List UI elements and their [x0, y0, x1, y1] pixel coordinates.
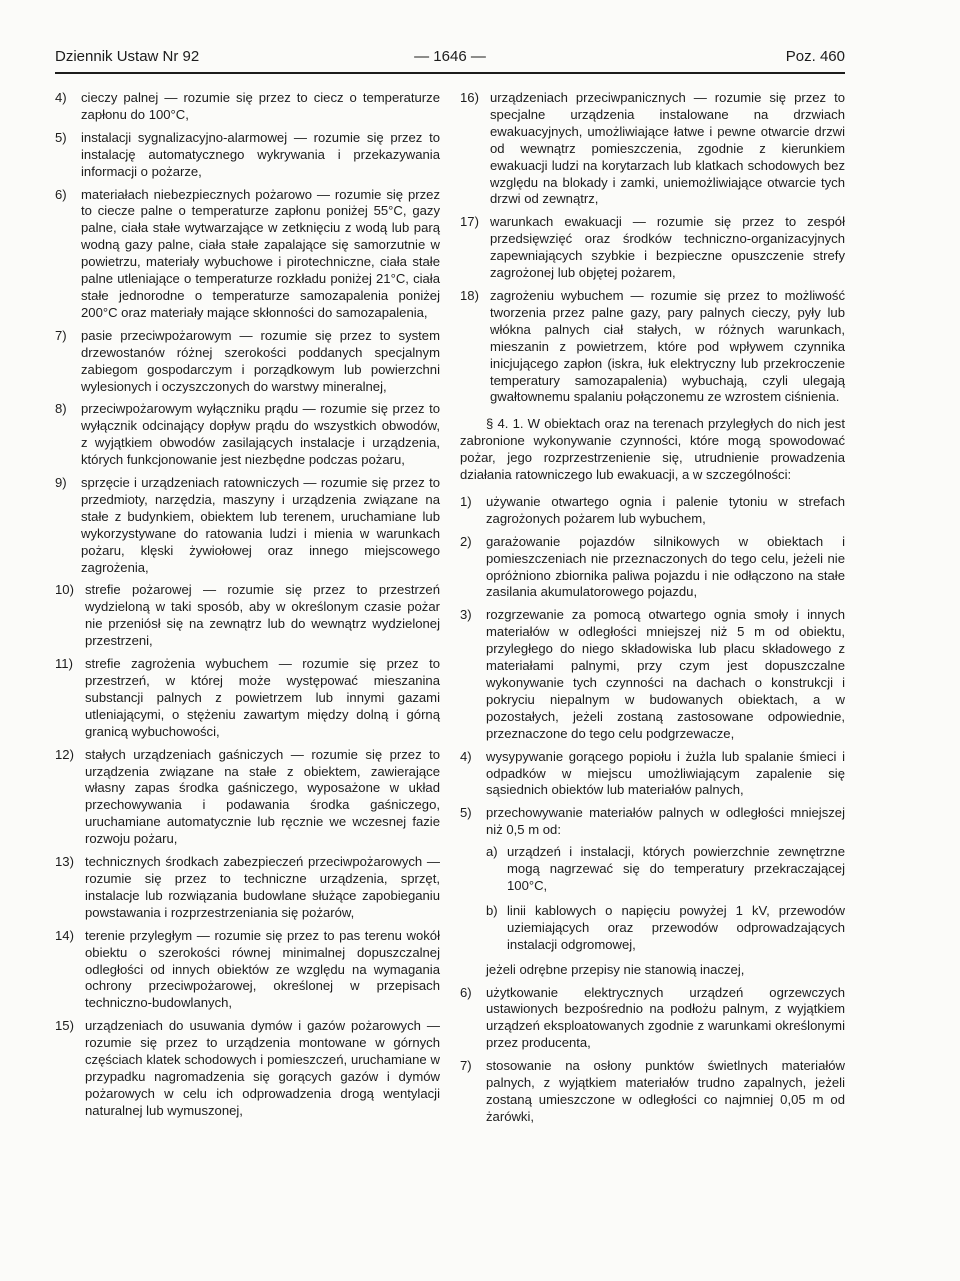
definition-item-17: [460, 214, 845, 282]
item-number: 5): [460, 805, 472, 821]
right-column: [460, 90, 845, 1132]
position-number: Poz. 460: [785, 48, 845, 65]
item-number: 6): [55, 186, 67, 202]
item-text: zagrożeniu wybuchem — rozumie się przez to możliwość tworzenia przez palne gazy, pary palnych cieczy, pyły lub włókna palnych ciał stałych, w różnych warunkach, mieszanin z powietrzem, które pod wpływem czynnika inicjującego zapłon (iskra, łuk elektryczny lub przekroczenie temperatury samozapalenia) wybuchają, czyli ulegają gwałtownemu spalaniu połączonemu ze wzrostem ciśnienia.: [490, 287, 845, 405]
item-text: instalacji sygnalizacyjno-alarmowej — rozumie się przez to instalację automatycznego wykrywania i przekazywania informacji o pożarze,: [81, 129, 440, 179]
page-number: — 1646 —: [414, 48, 486, 65]
item-text: garażowanie pojazdów silnikowych w obiektach i pomieszczeniach nie przeznaczonych do tego celu, jeżeli nie opróżniono zbiornika paliwa pojazdu i nie odłączono na stałe zasilania akumulatorowego pojazdu,: [486, 533, 845, 600]
item-text: urządzeniach do usuwania dymów i gazów pożarowych — rozumie się przez to urządzenia montowane w górnych częściach klatek schodowych i pomieszczeń, uruchamiane w przypadku nagromadzenia się gorących gazów i dymów pożarowych w celu ich odprowadzenia drogą wentylacji naturalnej lub wymuszonej,: [85, 1018, 440, 1118]
item-text: cieczy palnej — rozumie się przez to ciecz o temperaturze zapłonu do 100°C,: [81, 90, 440, 122]
item-text: sprzęcie i urządzeniach ratowniczych — rozumie się przez to przedmioty, narzędzia, maszyny i urządzenia związane na stałe z budynkiem, obiektem lub terenem, uruchamiane lub wykorzystywane do ratowania ludzi i mienia w warunkach pożaru, klęski żywiołowej oraz innego miejscowego zagrożenia,: [81, 475, 440, 575]
item-number: 17): [460, 214, 479, 230]
item-text: przeciwpożarowym wyłączniku prądu — rozumie się przez to wyłącznik odcinający dopływ prądu do wszystkich obwodów, z wyjątkiem obwodów zasilających instalacje i urządzenia, których funkcjonowanie jest niezbędne podczas pożaru,: [81, 401, 440, 468]
item-number: 10): [55, 582, 74, 598]
item-number: 8): [55, 401, 67, 417]
journal-title: Dziennik Ustaw Nr 92: [55, 48, 200, 65]
section-4-intro: § 4. 1. W obiektach oraz na terenach przyległych do nich jest zabronione wykonywanie czynności, które mogą spowodować pożar, jego rozprzestrzenienie się, utrudnienie prowadzenia działania ratowniczego lub ewakuacji, a w szczególności:: [460, 416, 845, 483]
item-number: 7): [460, 1058, 472, 1074]
definition-item-9: [55, 475, 440, 576]
item-number: 13): [55, 854, 74, 870]
item-number: 11): [55, 656, 73, 672]
item-text: urządzeniach przeciwpanicznych — rozumie się przez to specjalne urządzenia instalowane na drzwiach ewakuacyjnych, umożliwiające łatwe i pewne otwarcie drzwi od wewnątrz pomieszczenia, zgodnie z kierunkiem ewakuacji ludzi na korytarzach lub klatkach schodowych bez względu na blokady i zamki, uniemożliwiające otwarcie tych drzwi od zewnątrz,: [490, 90, 845, 207]
item-text: strefie pożarowej — rozumie się przez to przestrzeń wydzieloną w taki sposób, aby w określonym czasie pożar nie przeniósł się na zewnątrz lub do wewnątrz wydzielonej przestrzeni,: [85, 582, 440, 649]
item-number: 7): [55, 327, 67, 343]
definition-item-10: [55, 582, 440, 650]
item-number: 4): [460, 748, 472, 764]
item-text: strefie zagrożenia wybuchem — rozumie się przez to przestrzeń, w której może występować mieszanina substancji palnych z powietrzem lub innymi gazami utleniającymi, o stężeniu zawartym między dolną i górną granicą wybuchowości,: [85, 656, 440, 739]
sub-item-letter: a): [486, 844, 498, 860]
item-text: używanie otwartego ognia i palenie tytoniu w strefach zagrożonych pożarem lub wybuchem,: [486, 493, 845, 526]
item-number: 2): [460, 533, 472, 549]
item-text: stałych urządzeniach gaśniczych — rozumie się przez to urządzenia związane na stałe z obiektem, zawierające własny zapas środka gaśniczego, wyposażone w układ przechowywania i podawania środka gaśniczego, uruchamiane automatycznie lub ręcznie we wczesnej fazie rozwoju pożaru,: [85, 746, 440, 847]
item-text: warunkach ewakuacji — rozumie się przez to zespół przedsięwzięć oraz środków techniczno-organizacyjnych zapewniających szybkie i bezpieczne opuszczenie strefy zagrożonej lub objętej pożarem,: [490, 214, 845, 281]
sub-item-list: [486, 844, 845, 953]
item-text: materiałach niebezpiecznych pożarowo — rozumie się przez to ciecze palne o temperaturze zapłonu poniżej 55°C, gazy palne, ciała stałe wytwarzające w zetknięciu z wodą lub parą wodną gazy palne, ciała stałe zapalające się samorzutnie w powietrzu, materiały wybuchowe i pirotechniczne, ciała stałe palne utleniające o temperaturze rozkładu poniżej 21°C, ciała stałe jednorodne o temperaturze samozapalenia poniżej 200°C oraz materiały mające skłonności do samozapalenia,: [81, 186, 440, 320]
item-number: 3): [460, 607, 472, 623]
sub-item-letter: b): [486, 902, 498, 918]
item-number: 5): [55, 129, 67, 145]
page-header: [55, 48, 845, 72]
item-text: przechowywanie materiałów palnych w odległości mniejszej niż 0,5 m od:: [486, 805, 845, 838]
definition-item-7: [55, 328, 440, 396]
sub-item-a: [486, 844, 845, 895]
left-column: [55, 90, 440, 1126]
prohibition-item-3: [460, 607, 845, 742]
item-number: 9): [55, 475, 67, 491]
item-text: użytkowanie elektrycznych urządzeń ogrzewczych ustawionych bezpośrednio na podłożu palnym, z wyjątkiem urządzeń eksploatowanych zgodnie z warunkami określonymi przez producenta,: [486, 984, 845, 1051]
definition-item-14: [55, 928, 440, 1013]
item-text: rozgrzewanie za pomocą otwartego ognia smoły i innych materiałów w odległości mniejszej niż 5 m od obiektu, przyległego do niego składowiska lub placu składowego z materiałami palnymi, przy czym jest dopuszczalne wykonywanie tych czynności na dachach o konstrukcji i pokryciu niepalnym w budowanych obiektach, a w pozostałych, jeżeli zostaną zastosowane odpowiednie, przeznaczone do tego celu podgrzewacze,: [486, 607, 845, 741]
definition-item-8: [55, 401, 440, 469]
definition-item-15: [55, 1018, 440, 1119]
item-number: 4): [55, 90, 67, 105]
definition-item-5: [55, 130, 440, 181]
prohibition-item-5: [460, 805, 845, 978]
definition-item-13: [55, 854, 440, 922]
definition-item-4: [55, 90, 440, 124]
header-divider: [55, 72, 845, 74]
prohibition-item-4: [460, 749, 845, 800]
definition-item-16: [460, 90, 845, 208]
sub-item-text: urządzeń i instalacji, których powierzchnie zewnętrzne mogą nagrzewać się do temperatury przekraczającej 100°C,: [507, 844, 845, 893]
item-number: 12): [55, 746, 74, 762]
definition-item-12: [55, 747, 440, 848]
item-text: technicznych środkach zabezpieczeń przeciwpożarowych — rozumie się przez to techniczne urządzenia, sprzęt, instalacje lub rozwiązania budowlane służące zapobieganiu powstawania i rozprzestrzeniania się pożarów,: [85, 854, 440, 920]
item-5-note: jeżeli odrębne przepisy nie stanowią inaczej,: [486, 961, 745, 977]
prohibition-item-2: [460, 534, 845, 602]
prohibition-item-6: [460, 985, 845, 1053]
item-text: pasie przeciwpożarowym — rozumie się przez to system drzewostanów różnej szerokości poddanych specjalnym zabiegom gospodarczym i porządkowym lub powierzchni wylesionych i oczyszczonych do warstwy mineralnej,: [81, 327, 440, 394]
item-number: 14): [55, 927, 74, 943]
sub-item-b: [486, 903, 845, 954]
definition-item-18: [460, 288, 845, 406]
item-number: 18): [460, 287, 479, 303]
item-text: stosowanie na osłony punktów świetlnych materiałów palnych, z wyjątkiem materiałów trudno zapalnych, jeżeli zostaną umieszczone w odległości co najmniej 0,05 m od żarówki,: [486, 1058, 845, 1124]
item-text: terenie przyległym — rozumie się przez to pas terenu wokół obiektu o szerokości równej minimalnej dopuszczalnej odległości od innych obiektów ze względu na wymagania ochrony przeciwpożarowej, określonej w przepisach techniczno-budowlanych,: [85, 927, 440, 1011]
sub-item-text: linii kablowych o napięciu powyżej 1 kV, przewodów uziemiających oraz przewodów odprowadzających instalacji odgromowej,: [507, 902, 845, 952]
item-number: 15): [55, 1018, 74, 1034]
prohibition-item-1: [460, 494, 845, 528]
definition-item-11: [55, 656, 440, 741]
item-text: wysypywanie gorącego popiołu i żużla lub spalanie śmieci i odpadków w miejscu umożliwiającym zapalenie się sąsiednich obiektów lub materiałów palnych,: [486, 748, 845, 798]
item-number: 1): [460, 493, 472, 509]
prohibition-item-7: [460, 1058, 845, 1126]
item-number: 6): [460, 984, 472, 1000]
definition-item-6: [55, 187, 440, 322]
item-number: 16): [460, 90, 479, 105]
